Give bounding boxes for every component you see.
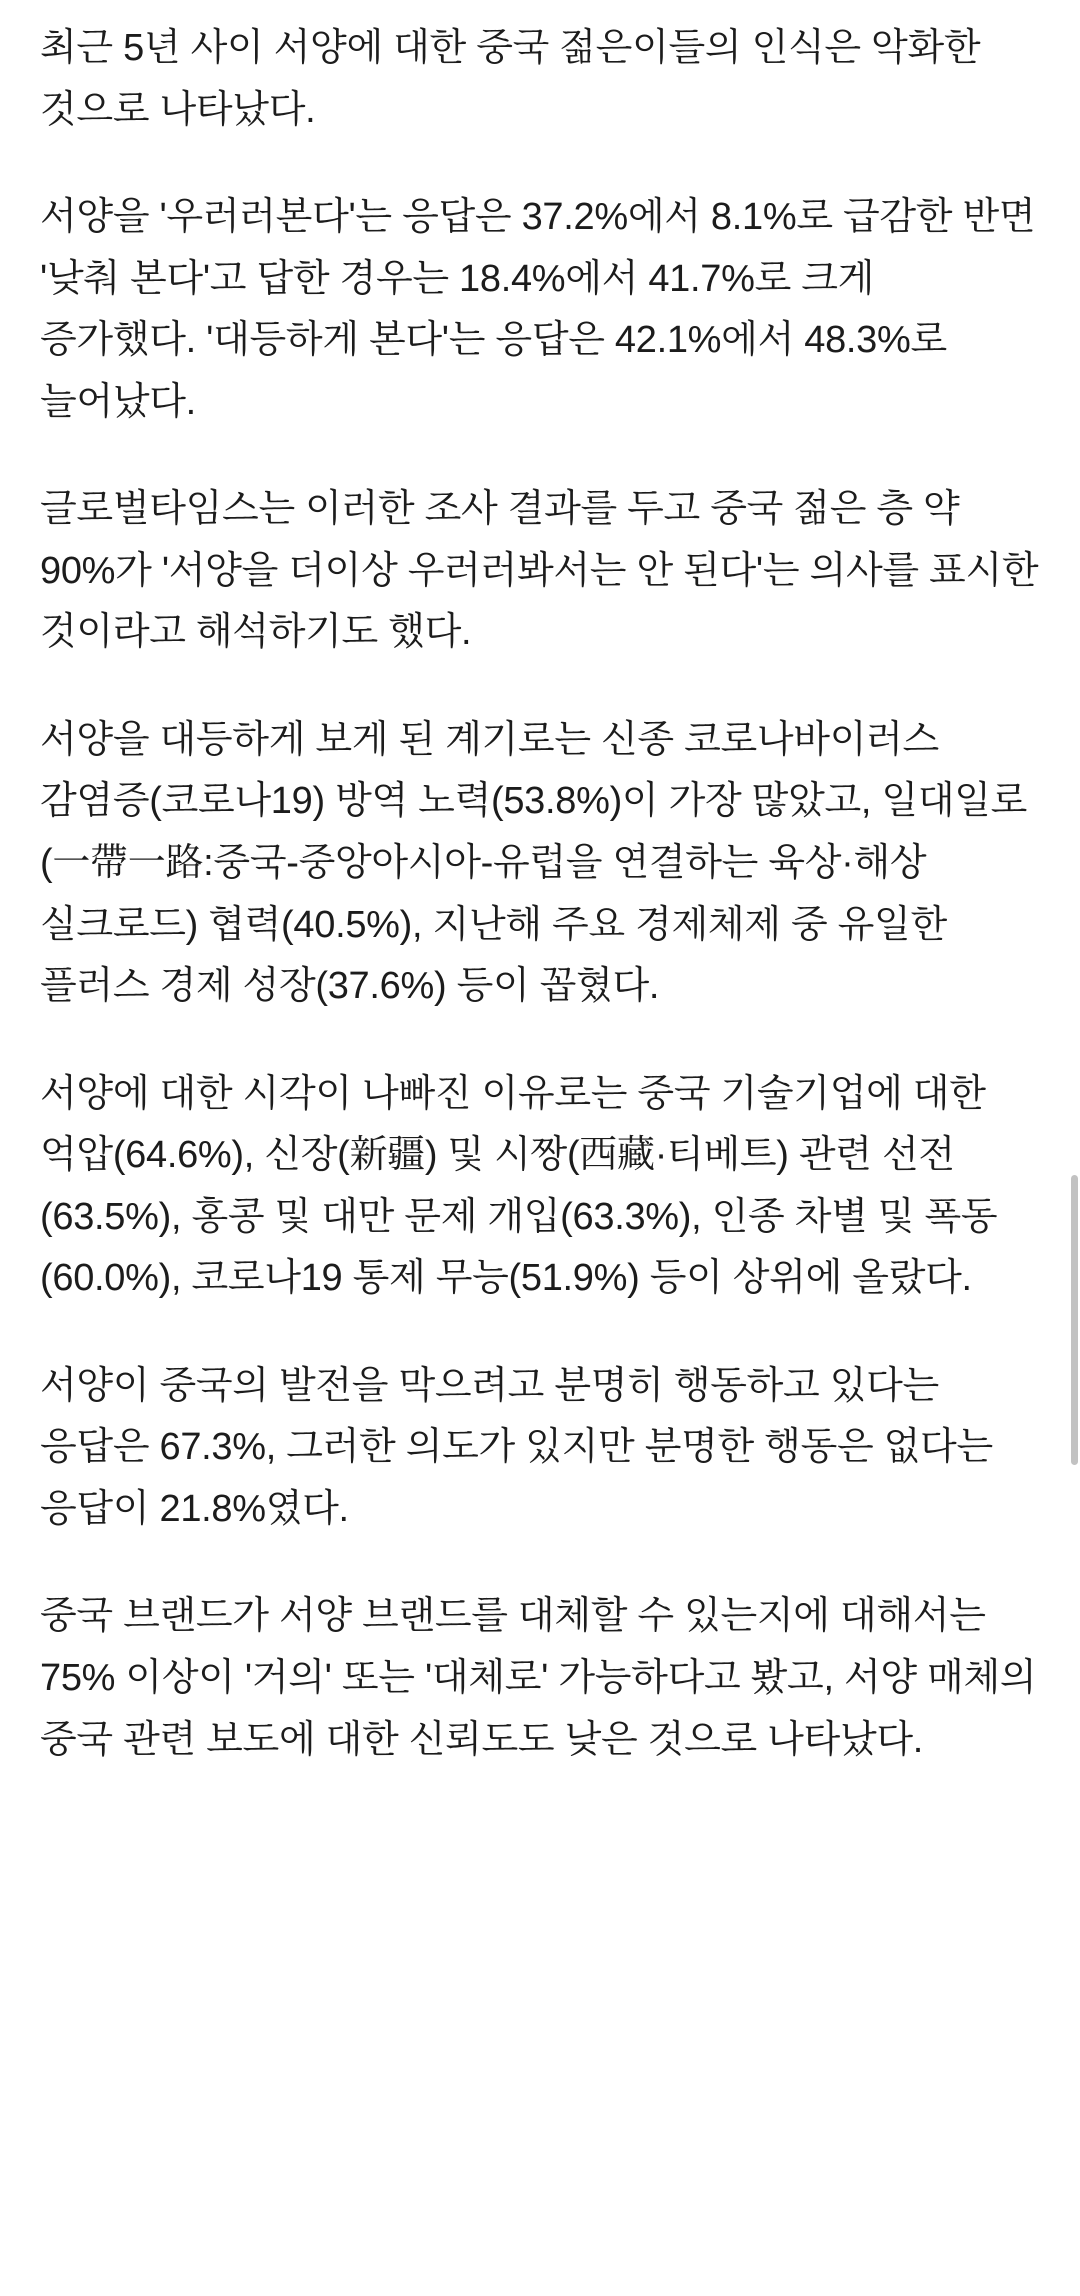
scrollbar-thumb[interactable] <box>1071 1175 1078 1465</box>
article-paragraph: 글로벌타임스는 이러한 조사 결과를 두고 중국 젊은 층 약 90%가 '서양을 더이상 우러러봐서는 안 된다'는 의사를 표시한 것이라고 해석하기도 했다. <box>40 488 1049 654</box>
article-paragraph: 서양을 대등하게 보게 된 계기로는 신종 코로나바이러스 감염증(코로나19) 방역 노력(53.8%)이 가장 많았고, 일대일로(一帶一路:중국-중앙아시아-유럽을 연결하는 육상·해상 실크로드) 협력(40.5%), 지난해 주요 경제체제 중 유일한 플러스 경제 성장(37.6%) 등이 꼽혔다. <box>40 718 1028 1008</box>
article-paragraph: 서양에 대한 시각이 나빠진 이유로는 중국 기술기업에 대한 억압(64.6%), 신장(新疆) 및 시짱(西藏·티베트) 관련 선전(63.5%), 홍콩 및 대만 문제 개입(63.3%), 인종 차별 및 폭동(60.0%), 코로나19 통제 무능(51.9%) 등이 상위에 올랐다. <box>40 1072 998 1300</box>
article-paragraph: 서양이 중국의 발전을 막으려고 분명히 행동하고 있다는 응답은 67.3%, 그러한 의도가 있지만 분명한 행동은 없다는 응답이 21.8%였다. <box>40 1364 1004 1530</box>
page-scrollbar[interactable] <box>1070 0 1080 2296</box>
article-paragraph: 서양을 '우러러본다'는 응답은 37.2%에서 8.1%로 급감한 반면 '낮춰 본다'고 답한 경우는 18.4%에서 41.7%로 크게 증가했다. '대등하게 본다'는 응답은 42.1%에서 48.3%로 늘어났다. <box>40 196 1046 423</box>
article-paragraph: 중국 브랜드가 서양 브랜드를 대체할 수 있는지에 대해서는 75% 이상이 '거의' 또는 '대체로' 가능하다고 봤고, 서양 매체의 중국 관련 보도에 대한 신뢰도도 낮은 것으로 나타났다. <box>40 1595 1047 1761</box>
article-paragraph: 최근 5년 사이 서양에 대한 중국 젊은이들의 인식은 악화한 것으로 나타났다. <box>40 27 991 131</box>
